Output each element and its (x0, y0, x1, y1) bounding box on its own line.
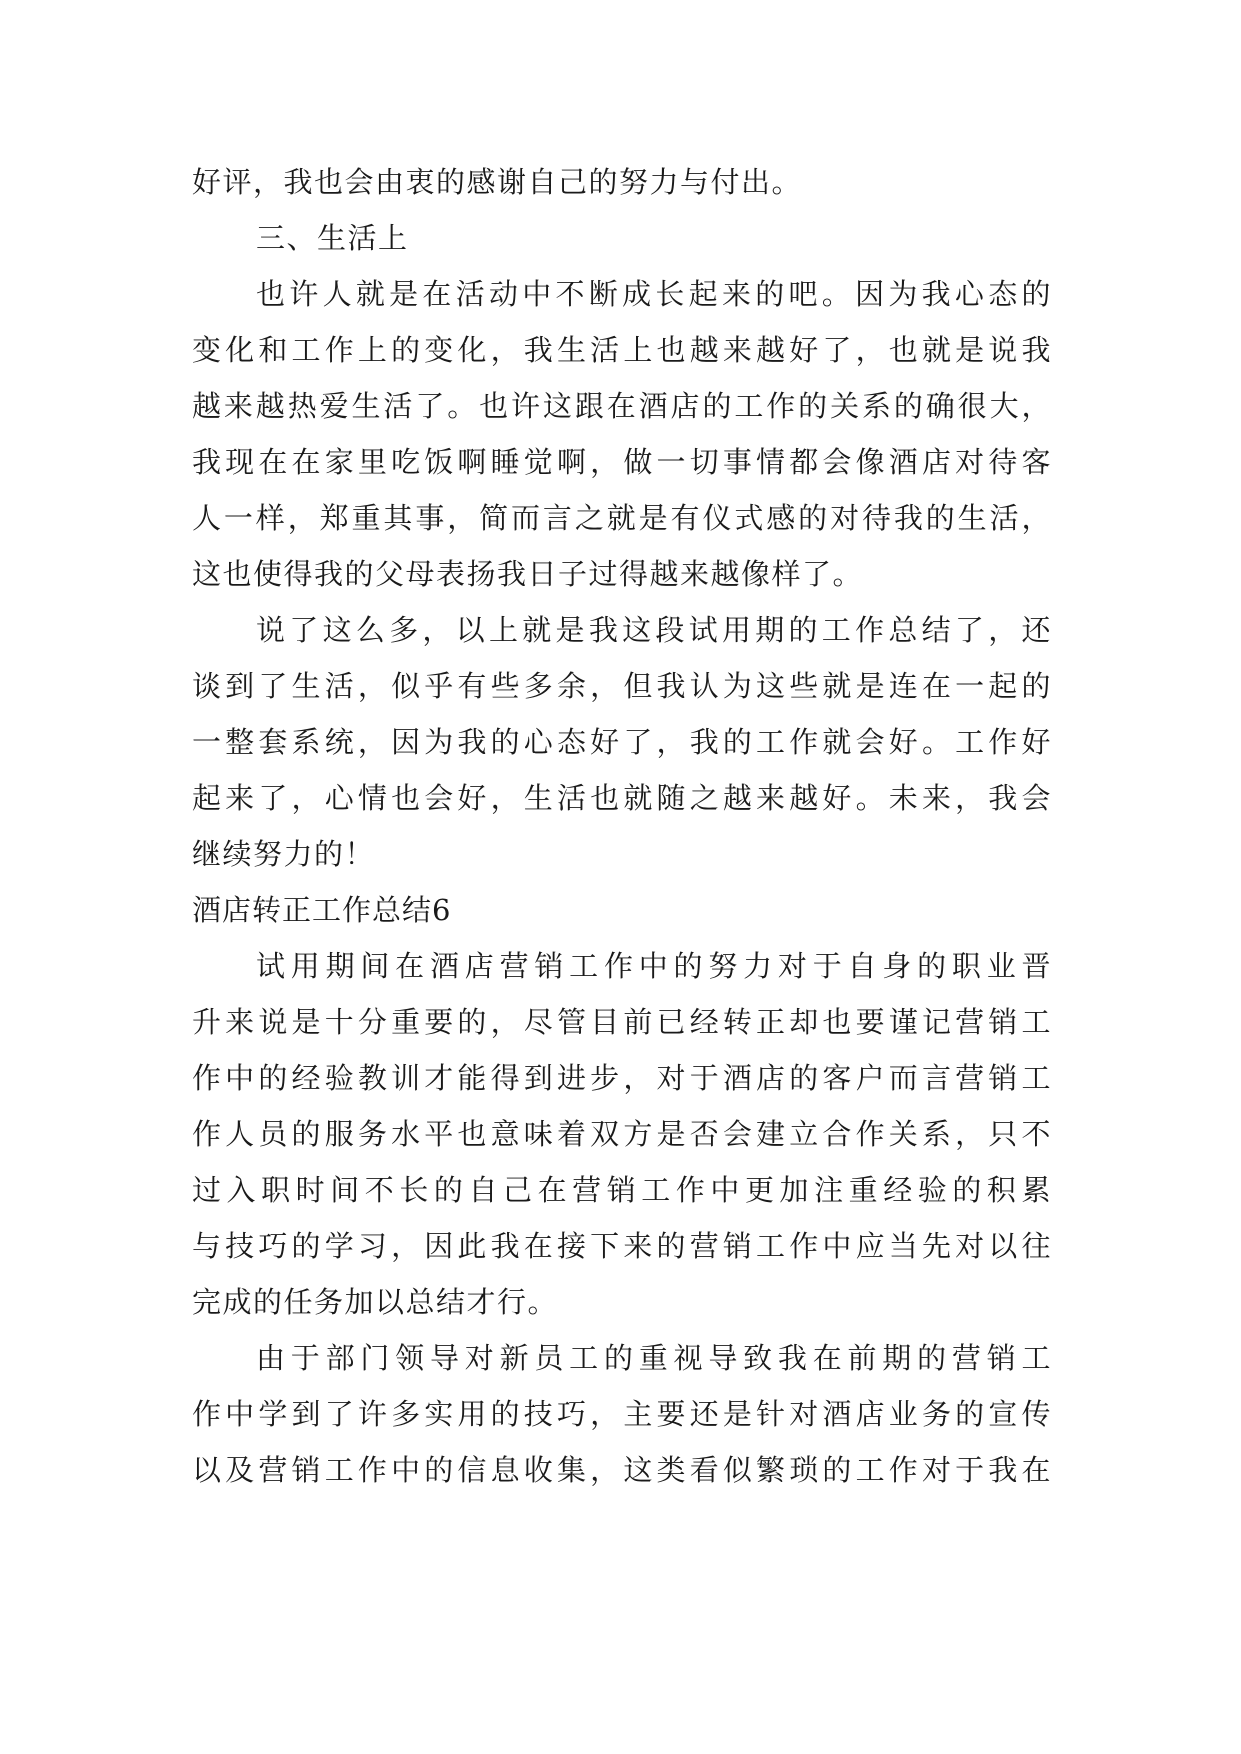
text-line-9: 说了这么多，以上就是我这段试用期的工作总结了，还 (256, 613, 1052, 647)
text-line-5: 越来越热爱生活了。也许这跟在酒店的工作的关系的确很大， (192, 389, 1052, 423)
text-line-20: 与技巧的学习，因此我在接下来的营销工作中应当先对以往 (192, 1229, 1052, 1263)
text-line-16: 升来说是十分重要的，尽管目前已经转正却也要谨记营销工 (192, 1005, 1052, 1039)
text-line-15: 试用期间在酒店营销工作中的努力对于自身的职业晋 (256, 949, 1052, 983)
text-line-18: 作人员的服务水平也意味着双方是否会建立合作关系，只不 (192, 1117, 1052, 1151)
text-line-6: 我现在在家里吃饭啊睡觉啊，做一切事情都会像酒店对待客 (192, 445, 1052, 479)
text-line-21: 完成的任务加以总结才行。 (192, 1285, 559, 1319)
article-title: 酒店转正工作总结6 (192, 893, 452, 927)
text-line-24: 以及营销工作中的信息收集，这类看似繁琐的工作对于我在 (192, 1453, 1052, 1487)
text-line-13: 继续努力的！ (192, 837, 376, 871)
text-line-1: 好评，我也会由衷的感谢自己的努力与付出。 (192, 165, 803, 199)
text-line-7: 人一样，郑重其事，简而言之就是有仪式感的对待我的生活， (192, 501, 1052, 535)
text-line-22: 由于部门领导对新员工的重视导致我在前期的营销工 (256, 1341, 1052, 1375)
text-line-10: 谈到了生活，似乎有些多余，但我认为这些就是连在一起的 (192, 669, 1052, 703)
text-line-23: 作中学到了许多实用的技巧，主要还是针对酒店业务的宣传 (192, 1397, 1052, 1431)
text-line-8: 这也使得我的父母表扬我日子过得越来越像样了。 (192, 557, 864, 591)
text-line-4: 变化和工作上的变化，我生活上也越来越好了，也就是说我 (192, 333, 1052, 367)
text-line-11: 一整套系统，因为我的心态好了，我的工作就会好。工作好 (192, 725, 1052, 759)
document-page (192, 154, 1052, 1498)
text-line-19: 过入职时间不长的自己在营销工作中更加注重经验的积累 (192, 1173, 1052, 1207)
text-line-12: 起来了，心情也会好，生活也就随之越来越好。未来，我会 (192, 781, 1052, 815)
text-line-3: 也许人就是在活动中不断成长起来的吧。因为我心态的 (256, 277, 1052, 311)
section-heading-life: 三、生活上 (256, 221, 409, 255)
text-line-17: 作中的经验教训才能得到进步，对于酒店的客户而言营销工 (192, 1061, 1052, 1095)
